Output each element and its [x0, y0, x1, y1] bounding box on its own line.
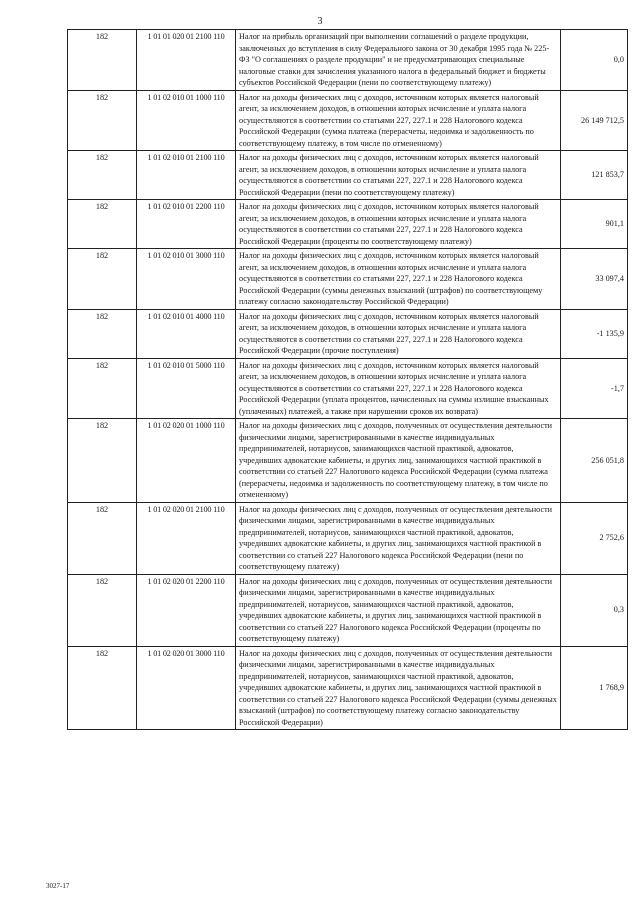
revenue-name-cell: Налог на доходы физических лиц с доходов, источником которых является налоговый агент, за исключением доходов, в отношении которых исчисление и уплата налога осуществляются в соответствии со статьями 227, 227.1 и 228 Налогового кодекса Российской Федерации (уплата процентов, начисленных на суммы излишне взысканных (уплаченных) платежей, а также при нарушении сроков их возврата) [236, 358, 561, 419]
revenue-table [67, 29, 628, 730]
revenue-name-cell: Налог на доходы физических лиц с доходов, полученных от осуществления деятельности физическими лицами, зарегистрированными в качестве индивидуальных предпринимателей, нотариусов, занимающихся частной практикой, адвокатов, учредивших адвокатские кабинеты, и других лиц, занимающихся частной практикой в соответствии со статьей 227 Налогового кодекса Российской Федерации (проценты по соответствующему платежу) [236, 574, 561, 646]
revenue-name-cell: Налог на доходы физических лиц с доходов, источником которых является налоговый агент, за исключением доходов, в отношении которых исчисление и уплата налога осуществляются в соответствии со статьями 227, 227.1 и 228 Налогового кодекса Российской Федерации (суммы денежных взысканий (штрафов) по соответствующему платежу согласно законодательству Российской Федерации) [236, 249, 561, 310]
admin-code-cell: 182 [68, 574, 137, 646]
budget-code-cell: 1 01 02 020 01 2100 110 [137, 502, 236, 574]
admin-code-cell: 182 [68, 151, 137, 200]
admin-code-cell: 182 [68, 358, 137, 419]
revenue-name-cell: Налог на доходы физических лиц с доходов, полученных от осуществления деятельности физическими лицами, зарегистрированными в качестве индивидуальных предпринимателей, нотариусов, занимающихся частной практикой, адвокатов, учредивших адвокатские кабинеты, и других лиц, занимающихся частной практикой в соответствии со статьей 227 Налогового кодекса Российской Федерации (пени по соответствующему платежу) [236, 502, 561, 574]
table-row [68, 200, 628, 249]
admin-code-cell: 182 [68, 419, 137, 503]
budget-code-cell: 1 01 02 020 01 3000 110 [137, 646, 236, 730]
budget-code-cell: 1 01 02 010 01 4000 110 [137, 309, 236, 358]
amount-cell: 901,1 [561, 200, 628, 249]
budget-code-cell: 1 01 02 020 01 2200 110 [137, 574, 236, 646]
admin-code-cell: 182 [68, 646, 137, 730]
budget-code-cell: 1 01 02 010 01 3000 110 [137, 249, 236, 310]
amount-cell: 26 149 712,5 [561, 90, 628, 151]
table-row [68, 151, 628, 200]
revenue-name-cell: Налог на доходы физических лиц с доходов, источником которых является налоговый агент, за исключением доходов, в отношении которых исчисление и уплата налога осуществляются в соответствии со статьями 227, 227.1 и 228 Налогового кодекса Российской Федерации (прочие поступления) [236, 309, 561, 358]
budget-code-cell: 1 01 02 020 01 1000 110 [137, 419, 236, 503]
amount-cell: 2 752,6 [561, 502, 628, 574]
budget-code-cell: 1 01 02 010 01 5000 110 [137, 358, 236, 419]
budget-code-cell: 1 01 02 010 01 2200 110 [137, 200, 236, 249]
budget-code-cell: 1 01 01 020 01 2100 110 [137, 30, 236, 91]
revenue-name-cell: Налог на доходы физических лиц с доходов, полученных от осуществления деятельности физическими лицами, зарегистрированными в качестве индивидуальных предпринимателей, нотариусов, занимающихся частной практикой, адвокатов, учредивших адвокатские кабинеты, и других лиц, занимающихся частной практикой в соответствии со статьей 227 Налогового кодекса Российской Федерации (сумма платежа (перерасчеты, недоимка и задолженность по соответствующему платежу, в том числе по отмененному) [236, 419, 561, 503]
revenue-name-cell: Налог на доходы физических лиц с доходов, полученных от осуществления деятельности физическими лицами, зарегистрированными в качестве индивидуальных предпринимателей, нотариусов, занимающихся частной практикой, адвокатов, учредивших адвокатские кабинеты, и других лиц, занимающихся частной практикой в соответствии со статьей 227 Налогового кодекса Российской Федерации (суммы денежных взысканий (штрафов) по соответствующему платежу согласно законодательству Российской Федерации) [236, 646, 561, 730]
admin-code-cell: 182 [68, 30, 137, 91]
table-row [68, 30, 628, 91]
amount-cell: 256 051,8 [561, 419, 628, 503]
admin-code-cell: 182 [68, 502, 137, 574]
amount-cell: -1,7 [561, 358, 628, 419]
table-row [68, 90, 628, 151]
admin-code-cell: 182 [68, 90, 137, 151]
amount-cell: 0,3 [561, 574, 628, 646]
admin-code-cell: 182 [68, 200, 137, 249]
revenue-name-cell: Налог на прибыль организаций при выполнении соглашений о разделе продукции, заключенных до вступления в силу Федерального закона от 30 декабря 1995 года № 225-ФЗ "О соглашениях о разделе продукции" и не предусматривающих специальные налоговые ставки для зачисления указанного налога в федеральный бюджет и бюджеты субъектов Российской Федерации (пени по соответствующему платежу) [236, 30, 561, 91]
revenue-name-cell: Налог на доходы физических лиц с доходов, источником которых является налоговый агент, за исключением доходов, в отношении которых исчисление и уплата налога осуществляются в соответствии со статьями 227, 227.1 и 228 Налогового кодекса Российской Федерации (пени по соответствующему платежу) [236, 151, 561, 200]
table-row [68, 574, 628, 646]
table-row [68, 419, 628, 503]
admin-code-cell: 182 [68, 249, 137, 310]
budget-code-cell: 1 01 02 010 01 1000 110 [137, 90, 236, 151]
amount-cell: 33 097,4 [561, 249, 628, 310]
amount-cell: 121 853,7 [561, 151, 628, 200]
amount-cell: -1 135,9 [561, 309, 628, 358]
budget-code-cell: 1 01 02 010 01 2100 110 [137, 151, 236, 200]
table-row [68, 502, 628, 574]
table-row [68, 309, 628, 358]
revenue-name-cell: Налог на доходы физических лиц с доходов, источником которых является налоговый агент, за исключением доходов, в отношении которых исчисление и уплата налога осуществляются в соответствии со статьями 227, 227.1 и 228 Налогового кодекса Российской Федерации (проценты по соответствующему платежу) [236, 200, 561, 249]
amount-cell: 1 768,9 [561, 646, 628, 730]
amount-cell: 0,0 [561, 30, 628, 91]
footer-document-code: 3027-17 [46, 882, 70, 890]
table-row [68, 249, 628, 310]
table-row [68, 646, 628, 730]
table-row [68, 358, 628, 419]
admin-code-cell: 182 [68, 309, 137, 358]
revenue-name-cell: Налог на доходы физических лиц с доходов, источником которых является налоговый агент, за исключением доходов, в отношении которых исчисление и уплата налога осуществляются в соответствии со статьями 227, 227.1 и 228 Налогового кодекса Российской Федерации (сумма платежа (перерасчеты, недоимка и задолженность по соответствующему платежу, в том числе по отмененному) [236, 90, 561, 151]
page-number: 3 [317, 16, 323, 27]
